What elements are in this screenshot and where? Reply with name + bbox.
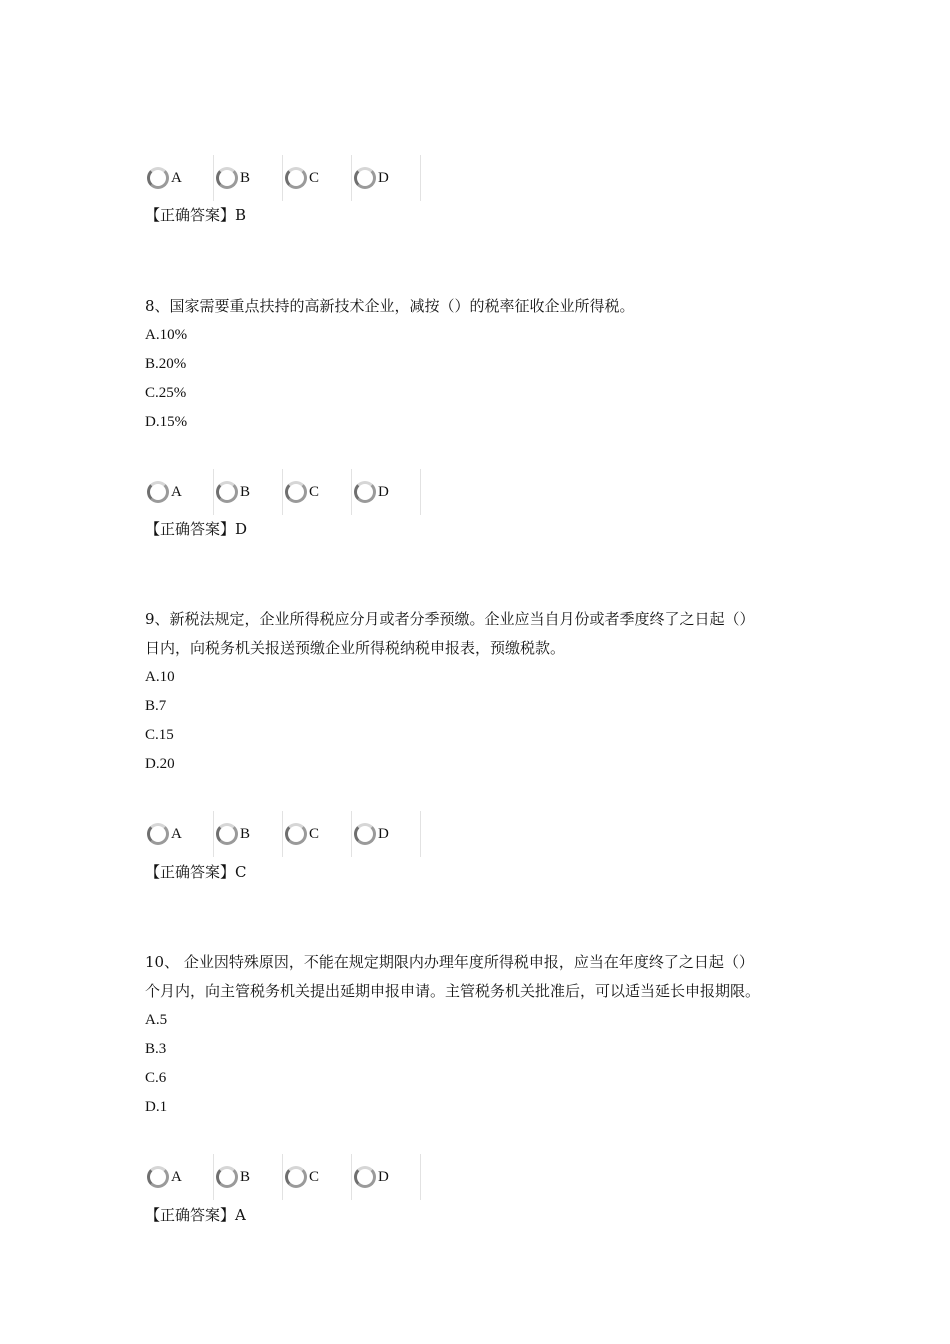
radio-circle-icon[interactable]: [354, 167, 376, 189]
q10-option-b[interactable]: B: [214, 1154, 283, 1200]
q10-option-d[interactable]: D: [352, 1154, 421, 1200]
q10-answer: 【正确答案】A: [145, 1206, 246, 1224]
question-text-line1: 9、新税法规定，企业所得税应分月或者分季预缴。企业应当自月份或者季度终了之日起（）: [145, 610, 755, 628]
radio-circle-icon[interactable]: [354, 481, 376, 503]
question-10: [145, 948, 825, 1122]
q7-option-a[interactable]: A: [145, 155, 214, 201]
question-text-line2: 个月内，向主管税务机关提出延期申报申请。主管税务机关批准后，可以适当延长申报期限。: [145, 982, 761, 1000]
q7-option-b[interactable]: B: [214, 155, 283, 201]
radio-circle-icon[interactable]: [285, 481, 307, 503]
choice-b: B.7: [145, 698, 167, 714]
q9-option-a[interactable]: A: [145, 811, 214, 857]
choice-b: B.3: [145, 1041, 167, 1057]
choice-c: C.15: [145, 727, 174, 743]
q7-option-c[interactable]: C: [283, 155, 352, 201]
radio-circle-icon[interactable]: [354, 1166, 376, 1188]
q7-option-d[interactable]: D: [352, 155, 421, 201]
q10-option-a[interactable]: A: [145, 1154, 214, 1200]
q10-radio-group: [145, 1154, 421, 1200]
question-9: [145, 605, 825, 779]
q9-option-c[interactable]: C: [283, 811, 352, 857]
radio-circle-icon[interactable]: [285, 823, 307, 845]
radio-circle-icon[interactable]: [216, 167, 238, 189]
radio-circle-icon[interactable]: [147, 1166, 169, 1188]
q7-answer: 【正确答案】B: [145, 206, 247, 224]
question-text: 8、国家需要重点扶持的高新技术企业，减按（）的税率征收企业所得税。: [145, 297, 635, 315]
q9-answer: 【正确答案】C: [145, 863, 247, 881]
choice-a: A.10%: [145, 327, 188, 343]
question-8: [145, 292, 825, 437]
question-text-line2: 日内，向税务机关报送预缴企业所得税纳税申报表，预缴税款。: [145, 639, 566, 657]
q7-radio-group: [145, 155, 421, 201]
radio-circle-icon[interactable]: [216, 823, 238, 845]
radio-circle-icon[interactable]: [285, 167, 307, 189]
q8-option-b[interactable]: B: [214, 469, 283, 515]
choice-a: A.10: [145, 669, 175, 685]
radio-circle-icon[interactable]: [216, 481, 238, 503]
q8-answer: 【正确答案】D: [145, 520, 248, 538]
q8-option-c[interactable]: C: [283, 469, 352, 515]
choice-d: D.20: [145, 756, 175, 772]
q9-radio-group: [145, 811, 421, 857]
q8-option-d[interactable]: D: [352, 469, 421, 515]
choice-c: C.25%: [145, 385, 187, 401]
choice-d: D.15%: [145, 414, 188, 430]
q10-option-c[interactable]: C: [283, 1154, 352, 1200]
radio-circle-icon[interactable]: [285, 1166, 307, 1188]
q8-radio-group: [145, 469, 421, 515]
q9-option-d[interactable]: D: [352, 811, 421, 857]
radio-circle-icon[interactable]: [216, 1166, 238, 1188]
q8-option-a[interactable]: A: [145, 469, 214, 515]
radio-circle-icon[interactable]: [147, 167, 169, 189]
choice-c: C.6: [145, 1070, 167, 1086]
choice-b: B.20%: [145, 356, 187, 372]
q9-option-b[interactable]: B: [214, 811, 283, 857]
radio-circle-icon[interactable]: [147, 481, 169, 503]
choice-a: A.5: [145, 1012, 168, 1028]
question-text-line1: 10、 企业因特殊原因，不能在规定期限内办理年度所得税申报，应当在年度终了之日起（）: [145, 953, 754, 971]
radio-circle-icon[interactable]: [147, 823, 169, 845]
radio-circle-icon[interactable]: [354, 823, 376, 845]
choice-d: D.1: [145, 1099, 168, 1115]
